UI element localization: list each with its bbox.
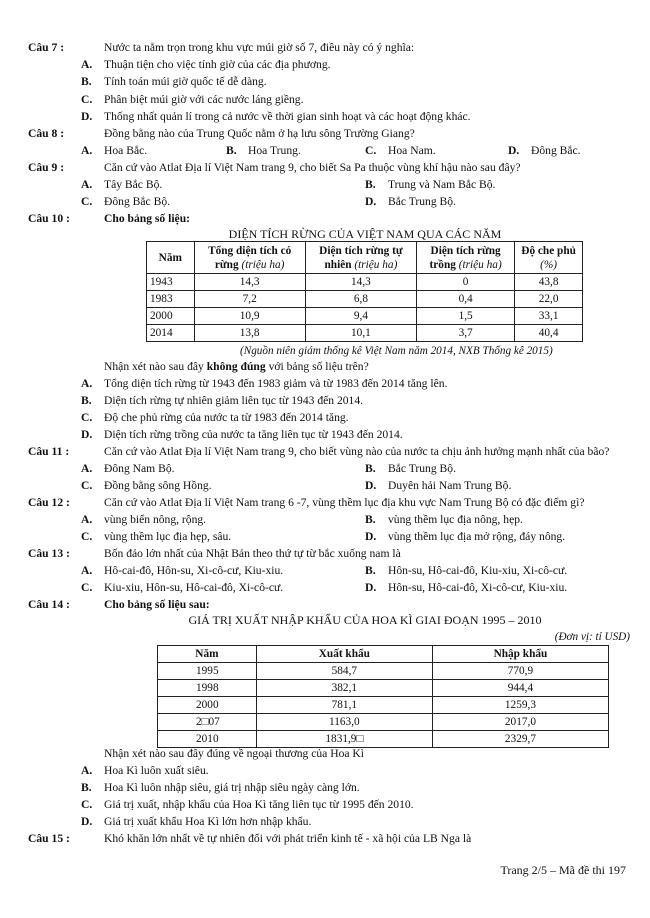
question-15-text: Khó khăn lớn nhất về tự nhiên đối với phát triển kinh tế - xã hội của LB Nga là [104, 832, 472, 845]
cell: 13,8 [194, 325, 305, 342]
cell: 9,4 [305, 308, 416, 325]
question-9-text: Căn cứ vào Atlat Địa lí Việt Nam trang 9, cho biết Sa Pa thuộc vùng khí hậu nào sau đây? [104, 161, 521, 174]
cell: 6,8 [305, 291, 416, 308]
q8-option-a-letter: A. [81, 144, 93, 157]
q9-option-d: Bắc Trung Bộ. [388, 195, 456, 208]
q10-table-title: DIỆN TÍCH RỪNG CỦA VIỆT NAM QUA CÁC NĂM [228, 227, 502, 241]
q9-option-a: Tây Bắc Bộ. [104, 178, 163, 191]
q9-option-a-letter: A. [81, 178, 93, 191]
header-natural-forest: Diện tích rừng tự nhiên (triệu ha) [305, 242, 416, 274]
table-row [158, 731, 609, 748]
question-7-text: Nước ta nằm trọn trong khu vực múi giờ số 7, điều này có ý nghĩa: [104, 41, 415, 54]
question-14-label: Câu 14 : [28, 598, 70, 611]
q14-option-c: Giá trị xuất, nhập khẩu của Hoa Kì tăng liên tục từ 1995 đến 2010. [104, 798, 414, 811]
q11-option-c-letter: C. [81, 479, 93, 492]
q7-option-b-letter: B. [81, 75, 92, 88]
question-12-label: Câu 12 : [28, 496, 70, 509]
q11-option-a-letter: A. [81, 462, 93, 475]
question-14-text: Cho bảng số liệu sau: [104, 598, 210, 611]
q7-option-b: Tính toán múi giờ quốc tế dễ dàng. [104, 75, 267, 88]
cell: 2010 [158, 731, 257, 748]
q8-option-b-letter: B. [226, 144, 237, 157]
q12-option-c-letter: C. [81, 530, 93, 543]
cell: 2017,0 [432, 714, 608, 731]
question-13-label: Câu 13 : [28, 547, 70, 560]
question-8-label: Câu 8 : [28, 127, 65, 140]
cell: 22,0 [515, 291, 583, 308]
table-row [158, 714, 609, 731]
question-9-label: Câu 9 : [28, 161, 65, 174]
header-export: Xuất khẩu [256, 646, 432, 663]
q13-option-c-letter: C. [81, 581, 93, 594]
cell: 2329,7 [432, 731, 608, 748]
q8-option-d: Đông Bắc. [531, 144, 581, 157]
cell: 1943 [147, 274, 195, 291]
cell: 1163,0 [256, 714, 432, 731]
cell: 1259,3 [432, 697, 608, 714]
q10-option-a: Tổng diện tích rừng từ 1943 đến 1983 giảm và từ 1983 đến 2014 tăng lên. [104, 377, 448, 390]
q10-prompt: Nhận xét nào sau đây không đúng với bảng số liệu trên? [104, 360, 369, 373]
q9-option-c: Đông Bắc Bộ. [104, 195, 171, 208]
table-row [147, 308, 583, 325]
q12-option-c: vùng thềm lục địa hẹp, sâu. [104, 530, 232, 543]
q7-option-c-letter: C. [81, 93, 93, 106]
q9-option-d-letter: D. [365, 195, 377, 208]
question-15-label: Câu 15 : [28, 832, 70, 845]
q7-option-a: Thuận tiện cho việc tính giờ của các địa phương. [104, 58, 331, 71]
q8-option-a: Hoa Bắc. [104, 144, 148, 157]
q14-option-a-letter: A. [81, 764, 93, 777]
q7-option-a-letter: A. [81, 58, 93, 71]
cell: 584,7 [256, 663, 432, 680]
q13-option-b-letter: B. [365, 564, 376, 577]
question-13-text: Bốn đảo lớn nhất của Nhật Bản theo thứ tự từ bắc xuống nam là [104, 547, 401, 560]
cell: 1831,9□ [256, 731, 432, 748]
cell: 2000 [147, 308, 195, 325]
q11-option-d: Duyên hải Nam Trung Bộ. [388, 479, 512, 492]
q11-option-b-letter: B. [365, 462, 376, 475]
q12-option-a: vùng biển nông, rộng. [104, 513, 207, 526]
table-header-row [158, 646, 609, 663]
cell: 0,4 [417, 291, 515, 308]
q12-option-d-letter: D. [365, 530, 377, 543]
question-12-text: Căn cứ vào Atlat Địa lí Việt Nam trang 6 -7, vùng thềm lục địa khu vực Nam Trung Bộ có đặc điểm gì? [104, 496, 585, 509]
question-7-label: Câu 7 : [28, 41, 65, 54]
table-row [158, 697, 609, 714]
cell: 1995 [158, 663, 257, 680]
table-row [158, 663, 609, 680]
cell: 14,3 [194, 274, 305, 291]
q8-option-c-letter: C. [365, 144, 377, 157]
q11-option-d-letter: D. [365, 479, 377, 492]
cell: 770,9 [432, 663, 608, 680]
q14-unit: (Đơn vị: tỉ USD) [554, 631, 630, 643]
cell: 2000 [158, 697, 257, 714]
q14-option-a: Hoa Kì luôn xuất siêu. [104, 764, 209, 777]
table-row [147, 274, 583, 291]
question-11-label: Câu 11 : [28, 445, 70, 458]
q13-option-b: Hôn-su, Hô-cai-đô, Kiu-xiu, Xi-cô-cư. [388, 564, 568, 577]
cell: 1998 [158, 680, 257, 697]
cell: 3,7 [417, 325, 515, 342]
header-year: Năm [158, 646, 257, 663]
cell: 43,8 [515, 274, 583, 291]
cell: 2□07 [158, 714, 257, 731]
q10-option-b-letter: B. [81, 394, 92, 407]
q11-option-a: Đông Nam Bộ. [104, 462, 175, 475]
q13-option-a: Hô-cai-đô, Hôn-su, Xi-cô-cư, Kiu-xiu. [104, 564, 284, 577]
q14-option-b: Hoa Kì luôn nhập siêu, giá trị nhập siêu ngày càng lớn. [104, 781, 360, 794]
q12-option-d: vùng thềm lục địa mở rộng, đáy nông. [388, 530, 566, 543]
question-10-text: Cho bảng số liệu: [104, 212, 191, 225]
q12-option-b-letter: B. [365, 513, 376, 526]
header-year: Năm [147, 242, 195, 274]
q12-option-a-letter: A. [81, 513, 93, 526]
q14-option-d-letter: D. [81, 815, 93, 828]
q11-option-c: Đồng bằng sông Hồng. [104, 479, 212, 492]
q14-option-b-letter: B. [81, 781, 92, 794]
header-total-forest: Tổng diện tích có rừng (triệu ha) [194, 242, 305, 274]
q13-option-c: Kiu-xiu, Hôn-su, Hô-cai-đô, Xi-cô-cư. [104, 581, 284, 594]
q9-option-b: Trung và Nam Bắc Bộ. [388, 178, 496, 191]
q7-option-c: Phân biệt múi giờ với các nước láng giềng. [104, 93, 304, 106]
q8-option-c: Hoa Nam. [388, 144, 436, 157]
cell: 1,5 [417, 308, 515, 325]
q10-option-a-letter: A. [81, 377, 93, 390]
question-10-label: Câu 10 : [28, 212, 70, 225]
question-11-text: Căn cứ vào Atlat Địa lí Việt Nam trang 9, cho biết vùng nào của nước ta chịu ảnh hưởng mạnh nhất của bão? [104, 445, 610, 458]
q9-option-b-letter: B. [365, 178, 376, 191]
q7-option-d-letter: D. [81, 110, 93, 123]
page-footer: Trang 2/5 – Mã đề thi 197 [500, 863, 626, 877]
q14-prompt: Nhận xét nào sau đây đúng về ngoại thương của Hoa Kì [104, 747, 365, 760]
q8-option-b: Hoa Trung. [248, 144, 301, 157]
question-8-text: Đồng bằng nào của Trung Quốc nằm ở hạ lưu sông Trường Giang? [104, 127, 415, 140]
q13-option-a-letter: A. [81, 564, 93, 577]
cell: 781,1 [256, 697, 432, 714]
cell: 382,1 [256, 680, 432, 697]
q10-source-note: (Nguồn niên giám thống kê Việt Nam năm 2014, NXB Thống kê 2015) [240, 345, 553, 357]
forest-area-table [146, 241, 583, 342]
cell: 2014 [147, 325, 195, 342]
q11-option-b: Bắc Trung Bộ. [388, 462, 456, 475]
cell: 33,1 [515, 308, 583, 325]
us-trade-table [157, 645, 609, 748]
cell: 10,1 [305, 325, 416, 342]
q10-option-c: Độ che phủ rừng của nước ta từ 1983 đến 2014 tăng. [104, 411, 349, 424]
header-planted-forest: Diện tích rừng trồng (triệu ha) [417, 242, 515, 274]
table-row [158, 680, 609, 697]
header-import: Nhập khẩu [432, 646, 608, 663]
q12-option-b: vùng thềm lục địa nông, hẹp. [388, 513, 523, 526]
q13-option-d-letter: D. [365, 581, 377, 594]
q9-option-c-letter: C. [81, 195, 93, 208]
table-row [147, 291, 583, 308]
cell: 944,4 [432, 680, 608, 697]
q7-option-d: Thống nhất quản lí trong cả nước về thời gian sinh hoạt và các hoạt động khác. [104, 110, 471, 123]
table-header-row [147, 242, 583, 274]
cell: 10,9 [194, 308, 305, 325]
q14-option-d: Giá trị xuất khẩu Hoa Kì lớn hơn nhập khẩu. [104, 815, 312, 828]
cell: 40,4 [515, 325, 583, 342]
q10-option-c-letter: C. [81, 411, 93, 424]
q10-option-b: Diện tích rừng tự nhiên giảm liên tục từ 1943 đến 2014. [104, 394, 364, 407]
q10-option-d: Diện tích rừng trồng của nước ta tăng liên tục từ 1943 đến 2014. [104, 428, 403, 441]
cell: 1983 [147, 291, 195, 308]
q14-option-c-letter: C. [81, 798, 93, 811]
cell: 0 [417, 274, 515, 291]
cell: 14,3 [305, 274, 416, 291]
header-coverage: Độ che phủ (%) [515, 242, 583, 274]
q8-option-d-letter: D. [508, 144, 520, 157]
q14-table-title: GIÁ TRỊ XUẤT NHẬP KHẨU CỦA HOA KÌ GIAI ĐOẠN 1995 – 2010 [188, 613, 542, 627]
table-row [147, 325, 583, 342]
q13-option-d: Hôn-su, Hô-cai-đô, Xi-cô-cư, Kiu-xiu. [388, 581, 568, 594]
cell: 7,2 [194, 291, 305, 308]
q10-option-d-letter: D. [81, 428, 93, 441]
